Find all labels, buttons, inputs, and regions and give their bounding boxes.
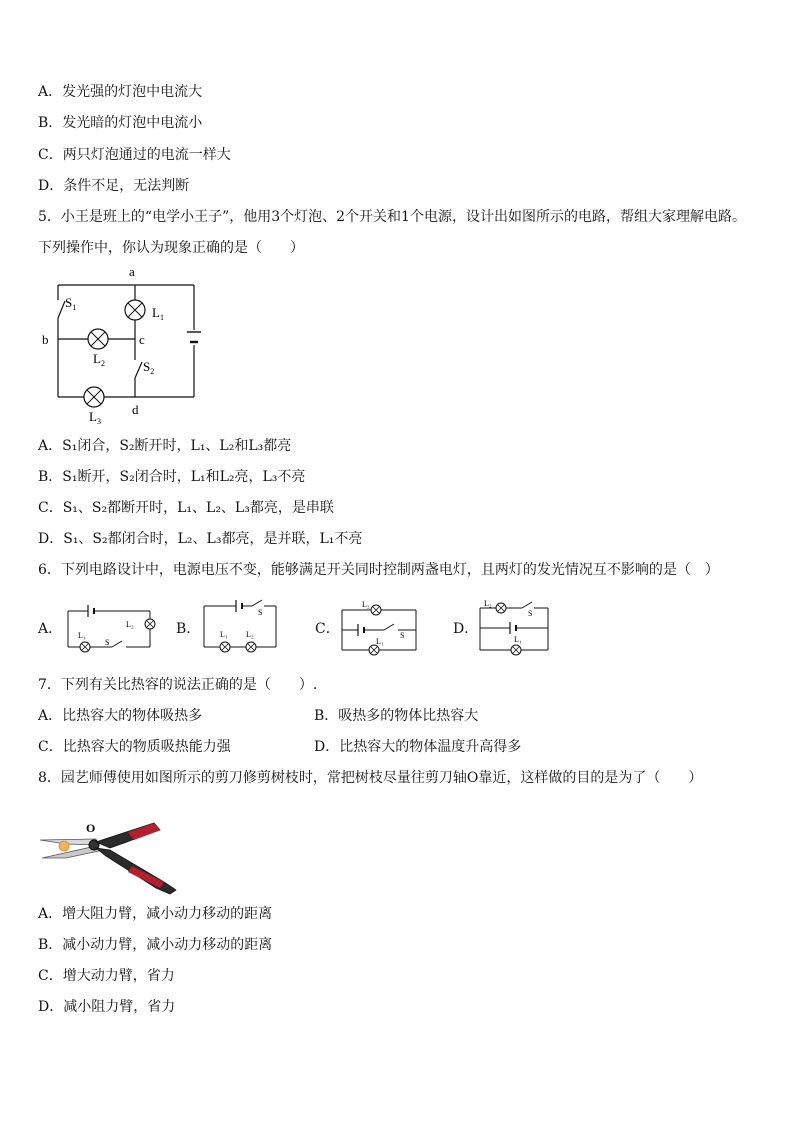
lamp-icon [371, 605, 381, 615]
label-s1: $S_1$ [65, 295, 77, 312]
q8-option-a: A．增大阻力臂，减小动力移动的距离 [38, 906, 273, 922]
label-l1: L₁ [376, 637, 384, 646]
q6-letter-d: D． [453, 621, 479, 637]
lamp-icon [80, 642, 90, 652]
label-o: O [86, 821, 96, 835]
label-l2: L₂ [246, 630, 254, 639]
q4-option-b: B．发光暗的灯泡中电流小 [38, 115, 203, 131]
q5-stem-line1: 5．小王是班上的“电学小王子”，他用3个灯泡、2个开关和1个电源，设计出如图所示的电路，帮组大家理解电路。 [38, 209, 746, 225]
q4-option-a: A．发光强的灯泡中电流大 [38, 84, 203, 100]
lamp-icon [496, 603, 506, 613]
q6-stem: 6．下列电路设计中，电源电压不变，能够满足开关同时控制两盏电灯，且两灯的发光情况互不影响的是（ ） [38, 562, 719, 578]
label-l1: L₁ [514, 635, 522, 644]
label-l1: $L_1$ [152, 305, 164, 322]
label-l1: L₁ [78, 631, 86, 640]
q5-option-d: D．S₁、S₂都闭合时，L₂、L₃都亮，是并联，L₁不亮 [38, 531, 363, 547]
q7-option-d: D．比热容大的物体温度升高得多 [314, 739, 522, 755]
q6-letter-b: B． [176, 621, 201, 637]
q8-option-b: B．减小动力臂，减小动力移动的距离 [38, 937, 273, 953]
q7-option-c: C．比热容大的物质吸热能力强 [38, 739, 231, 755]
q8-stem: 8．园艺师傅使用如图所示的剪刀修剪树枝时，常把树枝尽量往剪刀轴O靠近，这样做的目的是为了（ ） [38, 770, 703, 786]
branch-icon [59, 841, 69, 851]
lamp-l3-icon [84, 387, 104, 407]
q6-circuit-c [338, 597, 430, 659]
label-c: c [139, 332, 145, 347]
label-s: S [105, 638, 110, 647]
q8-option-c: C．增大动力臂，省力 [38, 968, 175, 984]
lamp-l1-icon [125, 300, 145, 320]
q5-circuit-figure [38, 262, 208, 427]
label-s: S [258, 608, 263, 617]
label-l3: $L_3$ [89, 409, 101, 426]
q5-option-b: B．S₁断开，S₂闭合时，L₁和L₂亮，L₃不亮 [38, 469, 306, 485]
label-l2: $L_2$ [93, 351, 105, 368]
label-l2: L₂ [484, 599, 492, 608]
q7-option-a: A．比热容大的物体吸热多 [38, 708, 203, 724]
q6-circuit-b [200, 597, 292, 659]
lower-grip [128, 866, 164, 888]
label-a: a [129, 264, 135, 279]
upper-grip [128, 823, 160, 840]
q6-circuit-d [476, 597, 568, 659]
label-l1: L₁ [220, 630, 228, 639]
lamp-icon [145, 619, 155, 629]
q8-option-d: D．减小阻力臂，省力 [38, 999, 176, 1015]
lamp-icon [511, 645, 521, 655]
q6-circuit-a [64, 597, 156, 659]
q5-option-c: C．S₁、S₂都断开时，L₁、L₂、L₃都亮，是串联 [38, 500, 334, 516]
label-d: d [132, 402, 139, 417]
q5-stem-line2: 下列操作中，你认为现象正确的是（ ） [38, 240, 304, 256]
lamp-l2-icon [88, 329, 108, 349]
q8-shears-figure [36, 818, 186, 898]
lamp-icon [246, 642, 256, 652]
q4-option-d: D．条件不足，无法判断 [38, 178, 190, 194]
label-s: S [400, 631, 405, 640]
q7-option-b: B．吸热多的物体比热容大 [314, 708, 479, 724]
q6-letter-c: C． [315, 621, 340, 637]
lamp-icon [369, 645, 379, 655]
q7-stem: 7．下列有关比热容的说法正确的是（ ）. [38, 677, 318, 693]
q4-option-c: C．两只灯泡通过的电流一样大 [38, 147, 231, 163]
q6-letter-a: A． [38, 621, 63, 637]
label-b: b [42, 332, 49, 347]
lamp-icon [220, 642, 230, 652]
label-s: S [528, 609, 533, 618]
label-l2: L₂ [362, 600, 370, 609]
label-l2: L₂ [126, 620, 134, 629]
q5-option-a: A．S₁闭合，S₂断开时，L₁、L₂和L₃都亮 [38, 438, 292, 454]
label-s2: $S_2$ [143, 359, 155, 376]
